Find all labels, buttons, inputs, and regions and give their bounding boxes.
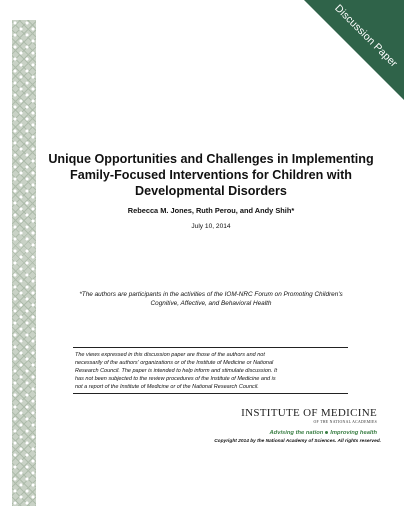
bullet-icon (325, 431, 328, 434)
corner-banner-label: Discussion Paper (332, 2, 400, 70)
publisher-subname: OF THE NATIONAL ACADEMIES (313, 420, 377, 424)
title-line: Developmental Disorders (135, 184, 287, 198)
disclaimer-line: not a report of the Institute of Medicine or of the National Research Council. (75, 384, 259, 390)
disclaimer-line: necessarily of the authors' organizations or of the Institute of Medicine or National (75, 360, 274, 366)
paper-title (44, 151, 378, 199)
publisher-logo (241, 407, 377, 425)
paper-authors: Rebecca M. Jones, Ruth Perou, and Andy Shih* (127, 206, 295, 215)
publisher-name: INSTITUTE OF MEDICINE (241, 407, 377, 419)
author-footnote (44, 290, 378, 308)
footnote-line: Cognitive, Affective, and Behavioral Health (150, 300, 272, 307)
disclaimer-box (73, 347, 348, 394)
disclaimer-line: The views expressed in this discussion paper are those of the authors and not (75, 352, 265, 358)
tagline-left: Advising the nation (269, 430, 324, 436)
title-line: Unique Opportunities and Challenges in Implementing (48, 152, 374, 166)
disclaimer-line: Research Council. The paper is intended to help inform and stimulate discussion. It (75, 368, 278, 374)
paper-date: July 10, 2014 (191, 223, 231, 230)
publisher-tagline (270, 430, 378, 436)
copyright-notice: Copyright 2014 by the National Academy of Sciences. All rights reserved. (214, 439, 381, 444)
tagline-right: Improving health (330, 430, 377, 436)
footnote-line: *The authors are participants in the activities of the IOM-NRC Forum on Promoting Children's (79, 291, 343, 298)
disclaimer-line: has not been subjected to the review procedures of the Institute of Medicine and is (75, 376, 276, 382)
decorative-side-pattern (12, 20, 36, 506)
title-line: Family-Focused Interventions for Children with (70, 168, 352, 182)
disclaimer-text (75, 351, 346, 391)
